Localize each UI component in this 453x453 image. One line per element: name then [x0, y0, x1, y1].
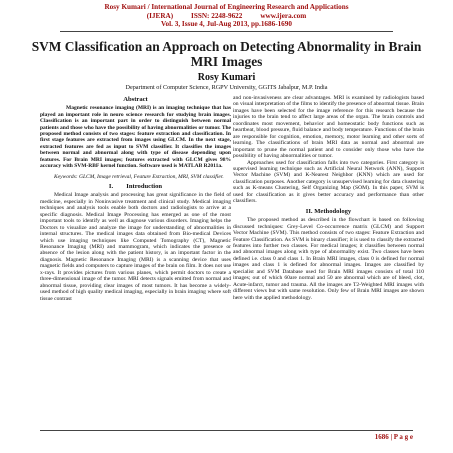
- paper-title: SVM Classification an Approach on Detecting Abnormality in Brain MRI Images: [31, 39, 422, 69]
- journal-issn: (IJERA) ISSN: 2248-9622 www.ijera.com: [146, 11, 307, 20]
- author-affiliation: Department of Computer Science, RGPV University, GGITS Jabalpur, M.P. India: [125, 84, 328, 91]
- abstract-body: Magnetic resonance imaging (MRI) is an imaging technique that has played an important role in neuro science research for studying brain images. Classification is an important part in order to distinguish between normal patients and those who have the possibility of having abnormalities or tumor. The proposed method consists of two stages: feature extraction and classification. In first stage features are extracted from images using GLCM. In the next stage, extracted features are fed as input to SVM classifier. It classifies the images between normal and abnormal along with type of disease depending upon features. For Brain MRI images; features extracted with GLCM gives 98% accuracy with SVM-RBF kernel function. Software used is MATLAB R2011a.: [40, 105, 231, 170]
- introduction-heading: I. Introduction: [108, 182, 163, 190]
- classification-approaches-paragraph: Approaches used for classification falls into two categories. First category is supervised learning technique such as Artificial Neural Network (ANN), Support Vector Machine (SVM) and K-Nearest Neighbor (KNN) which are used for classification purposes. Another category is unsupervised learning for data clustering such as K-means Clustering, Self Organizing Map (SOM). In this paper, SVM is used for classification as it gives better accuracy and performance than other classifiers.: [233, 159, 424, 205]
- introduction-body: Medical Image analysis and processing has great significance in the field of medicine, especially in Noninvasive treatment and clinical study. Medical imaging techniques and analysis tools enable both doctors and radiologists to arrive at a specific diagnosis. Medical Image Processing has emerged as one of the most important tools to identify as well as diagnose various disorders. Imaging helps the Doctors to visualize and analyze the image for understanding of abnormalities in internal structures. The medical images data obtained from Bio-medical Devices which use imaging techniques like Computed Tomography (CT), Magnetic Resonance Imaging (MRI) and mammogram, which indicates the presence or absence of the lesion along with the patient history, is an important factor in the diagnosis. Magnetic Resonance Imaging (MRI) is a scanning device that uses magnetic fields and computers to capture images of the brain on film. It does not use x-rays. It provides pictures from various planes, which permit doctors to create a three-dimensional image of the tumor. MRI detects signals emitted from normal and abnormal tissue, providing clear images of most tumors. It has become a widely-used method of high quality medical imaging, especially in brain imaging where soft tissue contrast: [40, 192, 231, 302]
- journal-header: [0, 3, 453, 29]
- abstract-heading: Abstract: [123, 96, 148, 103]
- left-column: [40, 95, 231, 302]
- header-divider: [60, 31, 393, 32]
- journal-name: Rosy Kumari / International Journal of Engineering Research and Applications: [104, 3, 349, 11]
- footer-divider: [40, 430, 413, 431]
- methodology-heading: II. Methodology: [305, 207, 352, 215]
- page-number: 1686 | P a g e: [374, 433, 413, 441]
- methodology-body: The proposed method as described in the flowchart is based on following discussed techniques: Grey-Level Co-occurrence matrix (GLCM) and Support Vector Machine (SVM). This method consists of two stages: Feature Extraction and Feature Classification. As SVM is binary classifier; it is used to classify the extracted features into further two classes. For medical images; it classifies between normal and abnormal images along with type of abnormality exist. Two classes have been defined i.e. class 0 and class 1. In Brain MRI images, class 0 is defined for normal images and class 1 is defined for abnormal images. Images are classified by specialist and SVM Database used for Brain MRI images consists of total 110 images; out of which 60are normal and 50 are abnormal which are of bleed, clot, Acute-infarct, tumor and trauma. All the images are T2-Weighted MRI images with different views but with same resolution. Only few of Brain MRI images are shown here with the applied methodology.: [233, 217, 424, 301]
- keywords: Keywords: GLCM, Image retrieval, Feature Extraction, MRI, SVM classifier.: [54, 173, 224, 180]
- journal-volume: Vol. 3, Issue 4, Jul-Aug 2013, pp.1686-1690: [161, 20, 292, 29]
- right-column: [233, 95, 424, 301]
- paper-author: Rosy Kumari: [197, 72, 256, 83]
- intro-continued-paragraph: and non-invasiveness are clear advantages. MRI is examined by radiologists based on visual interpretation of the films to identify the presence of abnormal tissue. Brain images have been selected for the image reference for this research because the injuries to the brain tend to affect large areas of the organ. The brain controls and coordinates most movement, behavior and homeostatic body functions such as heartbeat, blood pressure, fluid balance and body temperature. Functions of the brain are responsible for cognition, emotion, memory, motor learning and other sorts of learning. The classifications of brain MRI data as normal and abnormal are important to prune the normal patient and to consider only those who have the possibility of having abnormalities or tumor.: [233, 95, 424, 160]
